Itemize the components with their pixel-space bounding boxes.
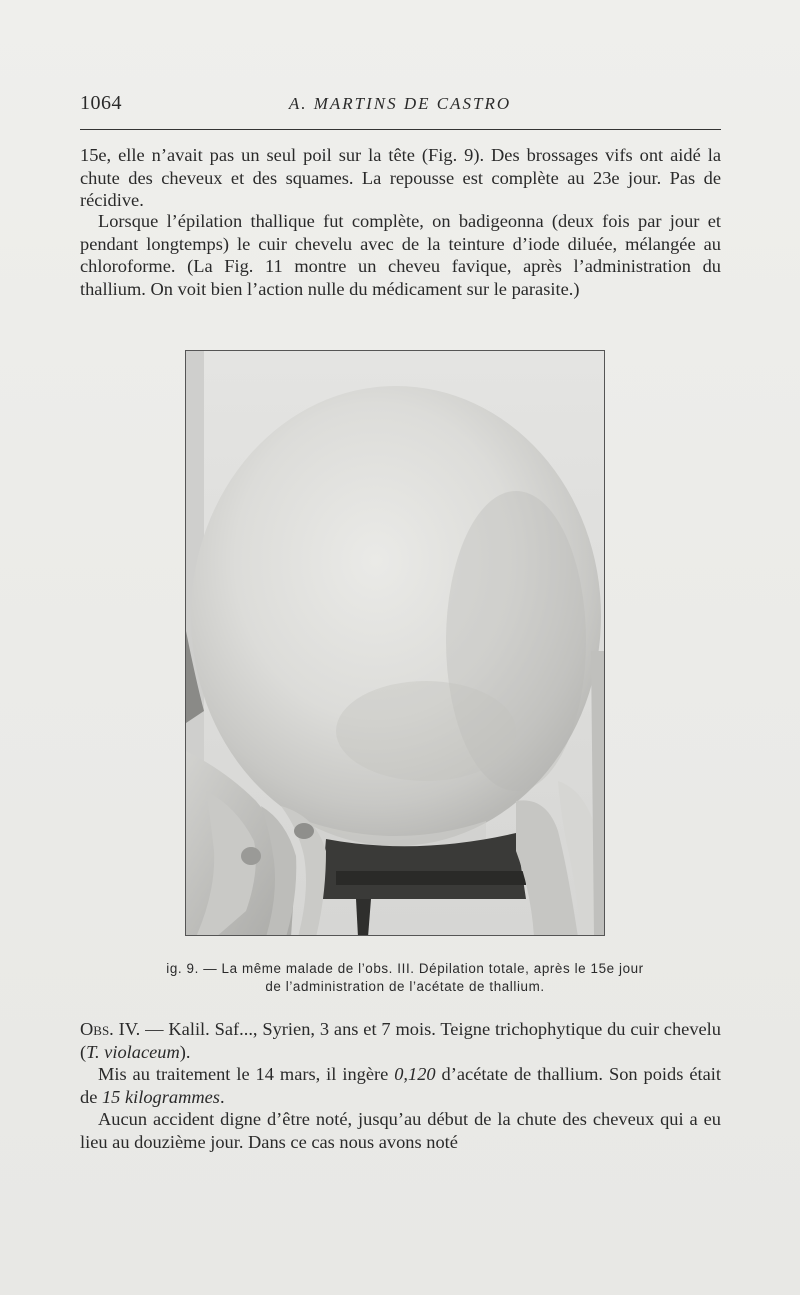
- species-name: T. violaceum: [86, 1041, 180, 1062]
- weight-value: 15 kilogrammes: [101, 1086, 220, 1107]
- caption-line-2: de l’administration de l’acétate de thallium.: [265, 979, 545, 994]
- page-header: [80, 92, 720, 122]
- paragraph-1: 15e, elle n’avait pas un seul poil sur la tête (Fig. 9). Des brossages vifs ont aidé la chute des cheveux et des squames. La repousse est complète au 23e jour. Pas de récidive.: [80, 145, 721, 210]
- treatment-text-b: d’acétate de thallium. Son poids était de: [80, 1064, 721, 1107]
- observation-text-2: ).: [179, 1041, 191, 1062]
- observation-text-1: — Kalil. Saf..., Syrien, 3 ans et 7 mois. Teigne trichophytique du cuir chevelu (: [80, 1019, 721, 1062]
- running-title: A. MARTINS DE CASTRO: [288, 94, 512, 113]
- outcome-paragraph: Aucun accident digne d’être noté, jusqu’au début de la chute des cheveux qui a eu lieu au douzième jour. Dans ce cas nous avons noté: [80, 1109, 721, 1152]
- paragraph-2: Lorsque l’épilation thallique fut complète, on badigeonna (deux fois par jour et pendant longtemps) le cuir chevelu avec de la teinture d’iode diluée, mélangée au chloroforme. (La Fig. 11 montre un cheveu favique, après l’administration du thallium. On voit bien l’action nulle du médicament sur le parasite.): [80, 211, 721, 299]
- bald-head-photo: [186, 351, 605, 936]
- dose-value: 0,120: [394, 1064, 436, 1084]
- treatment-text-a: Mis au traitement le 14 mars, il ingère: [98, 1064, 395, 1084]
- treatment-text-c: .: [219, 1086, 225, 1107]
- figure-photograph: [185, 350, 605, 936]
- observation-label: Obs. IV.: [80, 1019, 141, 1039]
- figure-caption: [110, 960, 700, 996]
- treatment-paragraph: [80, 1063, 721, 1108]
- caption-line-1: ig. 9. — La même malade de l’obs. III. Dépilation totale, après le 15e jour: [166, 961, 644, 976]
- observation-paragraph: [80, 1018, 721, 1063]
- header-rule: [80, 129, 721, 130]
- page-number: 1064: [80, 92, 122, 114]
